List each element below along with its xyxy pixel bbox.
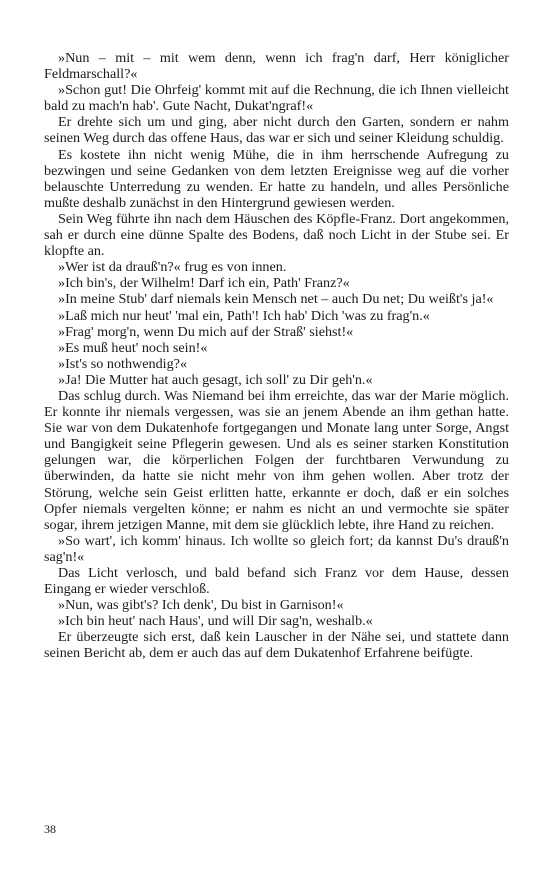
paragraph: »Ich bin's, der Wilhelm! Darf ich ein, Path' Franz?«	[58, 275, 350, 292]
paragraph: »Frag' morg'n, wenn Du mich auf der Straß' siehst!«	[58, 323, 354, 340]
paragraph: Er überzeugte sich erst, daß kein Lauscher in der Nähe sei, und stattete dann seinen Bericht ab, dem er auch das auf dem Dukatenhof Erfahrene beifügte.	[44, 629, 509, 662]
paragraph: »Schon gut! Die Ohrfeig' kommt mit auf die Rechnung, die ich Ihnen vielleicht bald zu mach'n hab'. Gute Nacht, Dukat'ngraf!«	[44, 82, 509, 115]
paragraph: »Laß mich nur heut' 'mal ein, Path'! Ich hab' Dich 'was zu frag'n.«	[58, 307, 430, 324]
paragraph: Er drehte sich um und ging, aber nicht durch den Garten, sondern er nahm seinen Weg durch das offene Haus, das war er sich und seiner Kleidung schuldig.	[44, 114, 509, 147]
paragraph: Das schlug durch. Was Niemand bei ihm erreichte, das war der Marie möglich. Er konnte ihr niemals vergessen, was sie an jenem Abende an ihm gethan hatte. Sie war von dem Dukatenhofe fortgegangen und Monate lang unter Sorge, Angst und Bangigkeit seine Pflegerin gewesen. Und als es seiner starken Konstitution gelungen war, die körperlichen Folgen der furchtbaren Verwundung zu überwinden, da hatte sie nicht mehr von ihm gehen wollen. Aber trotz der Störung, welche sein Geist erlitten hatte, erkannte er doch, daß er ein solches Opfer niemals vergelten könne; er nahm es nicht an und vermochte sie später sogar, ihrem jetzigen Manne, mit dem sie glücklich lebte, ihre Hand zu reichen.	[44, 387, 509, 533]
paragraph: Das Licht verlosch, und bald befand sich Franz vor dem Hause, dessen Eingang er wieder verschloß.	[44, 565, 509, 598]
paragraph: »Ja! Die Mutter hat auch gesagt, ich soll' zu Dir geh'n.«	[58, 371, 373, 388]
body-text	[44, 50, 509, 662]
paragraph: »Wer ist da drauß'n?« frug es von innen.	[58, 259, 287, 276]
paragraph: Sein Weg führte ihn nach dem Häuschen des Köpfle-Franz. Dort angekommen, sah er durch eine dünne Spalte des Bodens, daß noch Licht in der Stube sei. Er klopfte an.	[44, 210, 509, 260]
paragraph: Es kostete ihn nicht wenig Mühe, die in ihm herrschende Aufregung zu bezwingen und seine Gedanken von dem letzten Ereignisse weg auf die vorher belauschte Unterredung zu wenden. Er hatte zu handeln, und alles Persönliche mußte deshalb zunächst in den Hintergrund gewiesen werden.	[44, 146, 509, 211]
paragraph: »Ist's so nothwendig?«	[58, 355, 188, 372]
paragraph: »So wart', ich komm' hinaus. Ich wollte so gleich fort; da kannst Du's drauß'n sag'n!«	[44, 532, 509, 565]
paragraph: »In meine Stub' darf niemals kein Mensch net – auch Du net; Du weißt's ja!«	[58, 291, 494, 308]
paragraph: »Ich bin heut' nach Haus', und will Dir sag'n, weshalb.«	[58, 613, 373, 630]
page-number: 38	[44, 822, 56, 836]
paragraph: »Nun – mit – mit wem denn, wenn ich frag'n darf, Herr königlicher Feldmarschall?«	[44, 50, 509, 83]
paragraph: »Es muß heut' noch sein!«	[58, 339, 208, 356]
paragraph: »Nun, was gibt's? Ich denk', Du bist in Garnison!«	[58, 597, 344, 614]
